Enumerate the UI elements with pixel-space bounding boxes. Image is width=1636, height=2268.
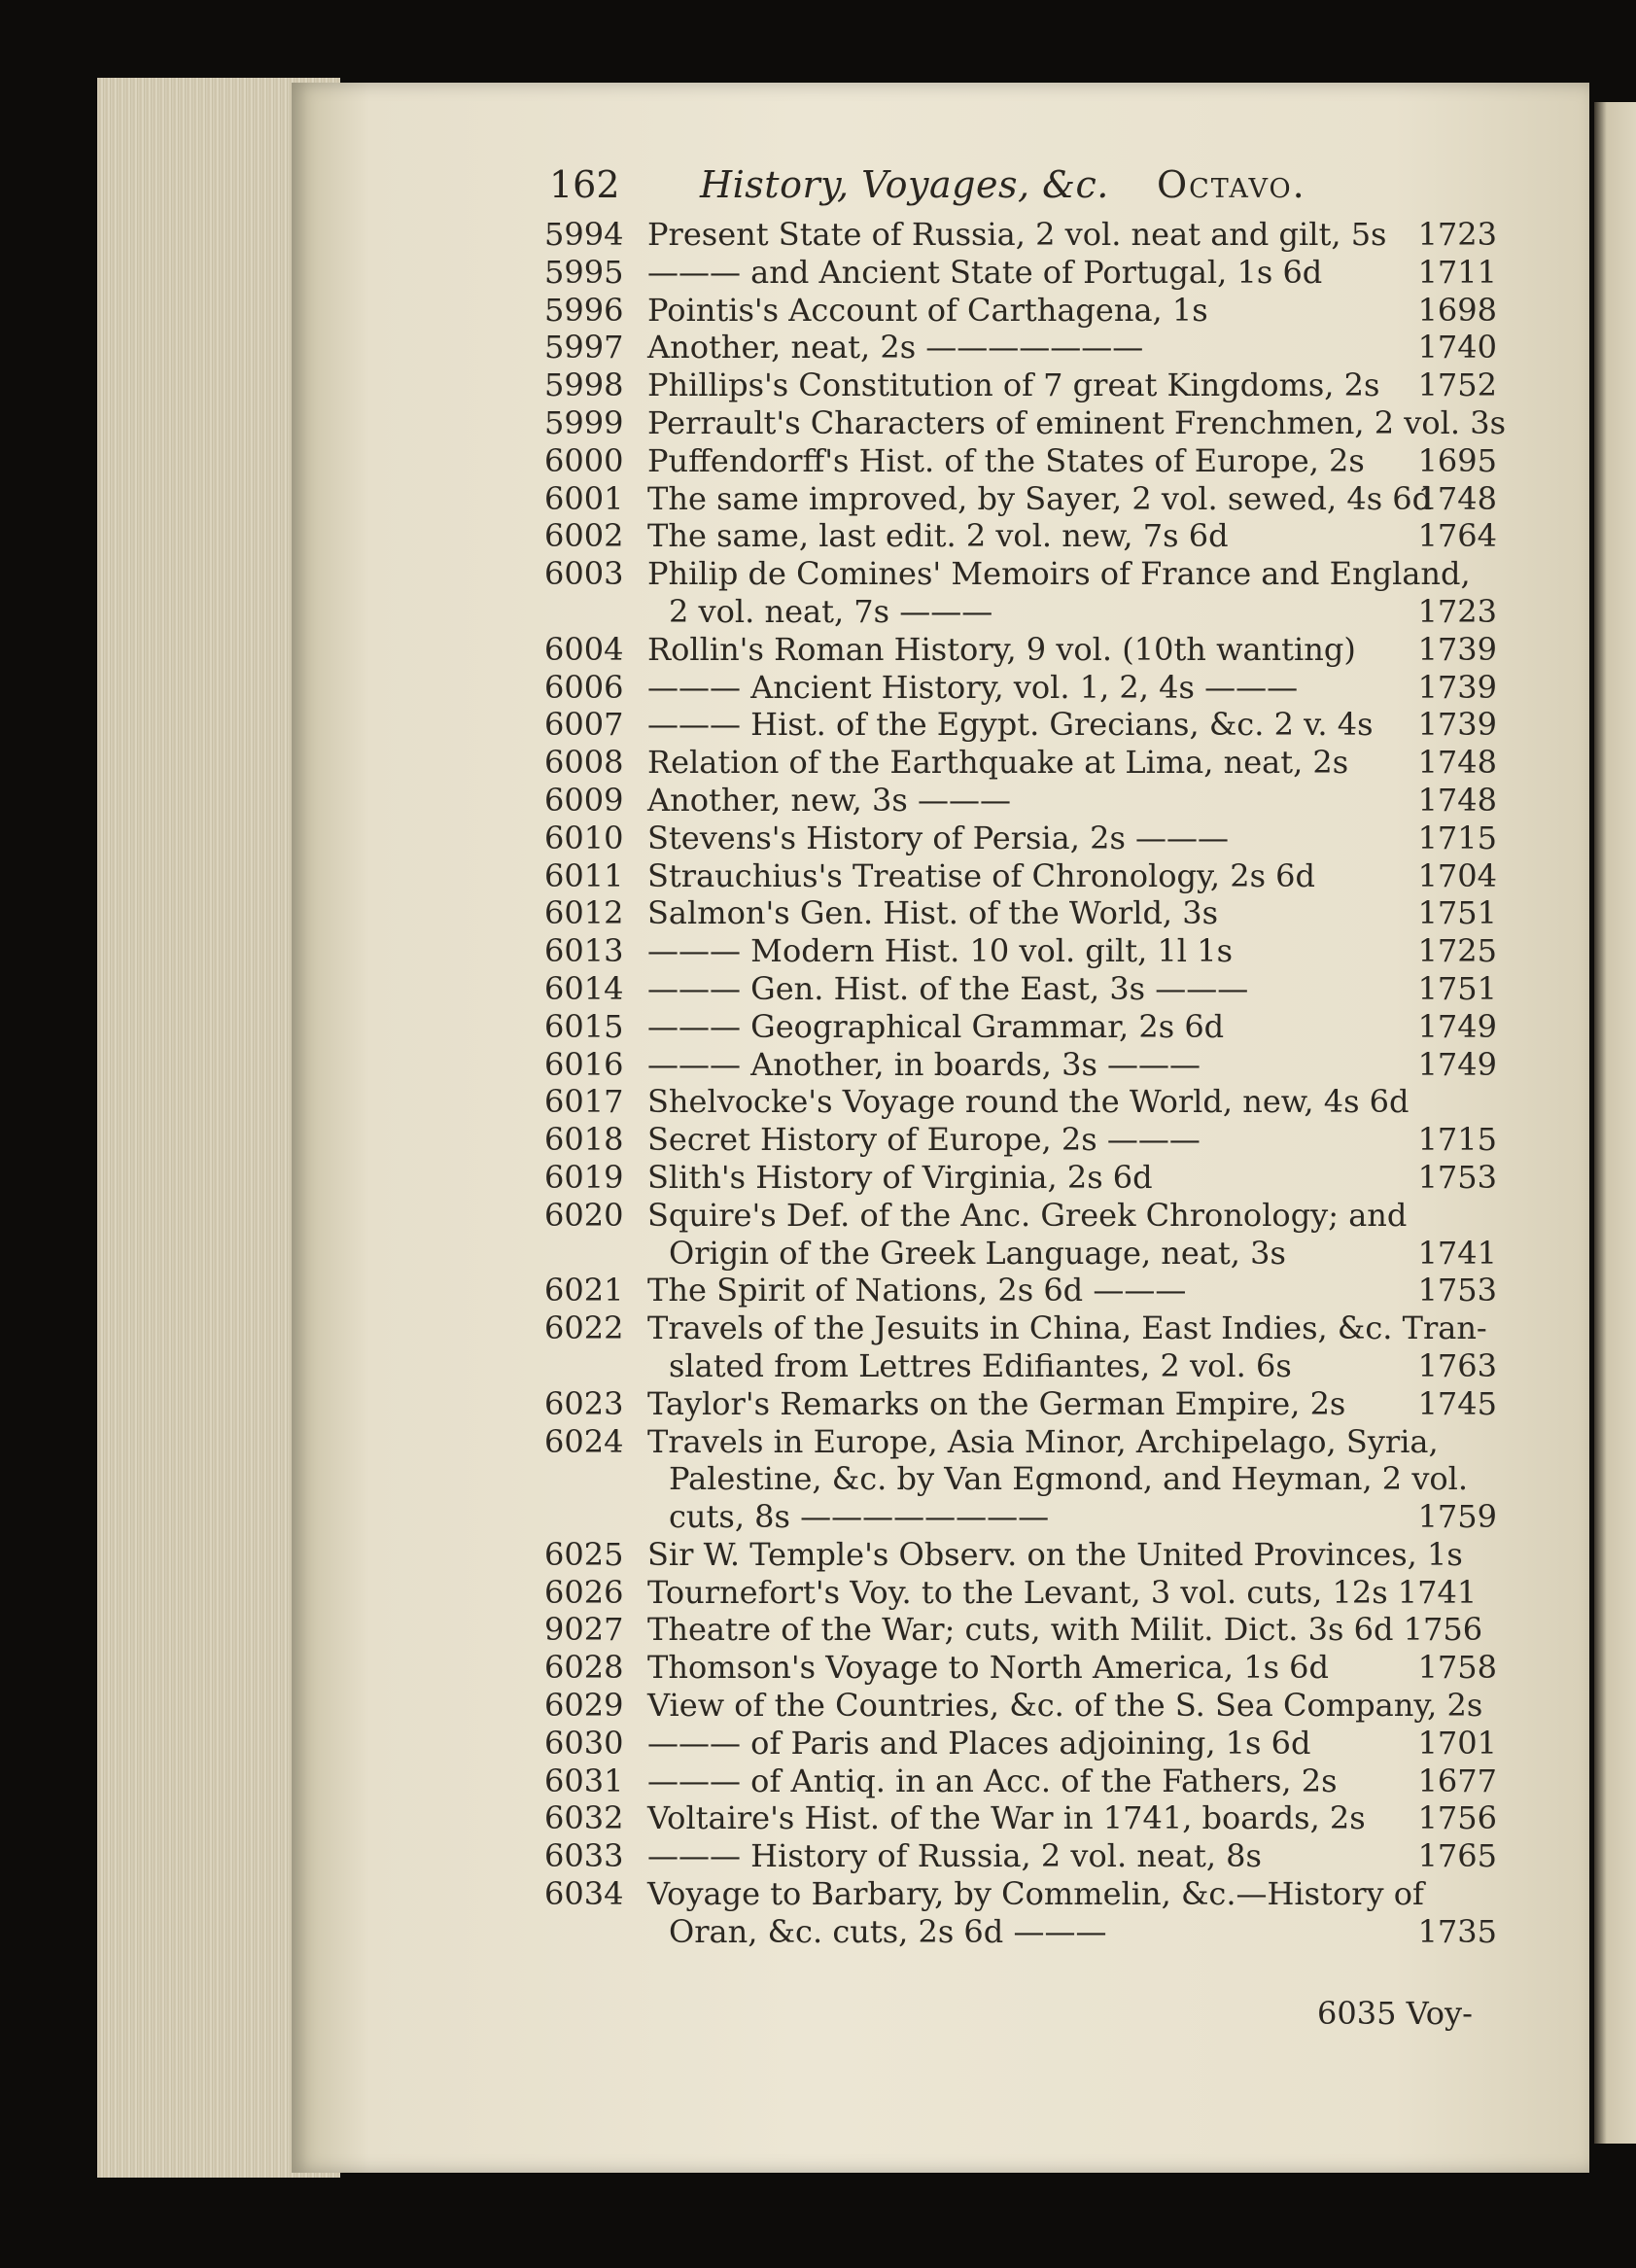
entry-number: 5994: [544, 216, 624, 253]
entry-year: 1695: [1417, 441, 1497, 479]
entry-year: 1677: [1417, 1762, 1497, 1799]
entry-text: Another, neat, 2s ———————: [647, 329, 1144, 366]
facing-page-edge: [1594, 102, 1636, 2144]
entry-text: ——— of Paris and Places adjoining, 1s 6d: [647, 1724, 1311, 1762]
entry-text: The same, last edit. 2 vol. new, 7s 6d: [647, 517, 1229, 555]
catalogue-entry: [544, 366, 1516, 404]
entry-text: Oran, &c. cuts, 2s 6d ———: [669, 1912, 1107, 1950]
entry-text: Travels of the Jesuits in China, East Indies, &c. Tran-: [647, 1309, 1487, 1347]
entry-year: 1752: [1417, 366, 1497, 404]
catalogue-entry: [544, 782, 1516, 820]
catalogue-entry: [544, 480, 1516, 518]
entry-number: 6010: [544, 819, 624, 856]
catalogue-entry: [544, 1799, 1516, 1837]
catalogue-entry: [544, 555, 1516, 593]
catalogue-entry: [544, 1687, 1516, 1725]
entry-text: Pointis's Account of Carthagena, 1s: [647, 291, 1208, 329]
entry-text: ——— Hist. of the Egypt. Grecians, &c. 2 v. 4s: [647, 706, 1374, 744]
catalogue-entry: [544, 593, 1516, 631]
catalogue-entry: [544, 1913, 1516, 1951]
catalogue-entry: [544, 1536, 1516, 1574]
entry-text: View of the Countries, &c. of the S. Sea Company, 2s: [647, 1687, 1483, 1725]
entry-text: cuts, 8s ————————: [669, 1498, 1050, 1536]
entry-year: 1749: [1417, 1007, 1497, 1045]
entry-year: 1749: [1417, 1045, 1497, 1083]
catalogue-entry: [544, 1197, 1516, 1235]
entry-year: 1756: [1417, 1799, 1497, 1837]
catalogue-entry: [544, 216, 1516, 254]
entry-number: 6014: [544, 969, 624, 1007]
entry-number: 6024: [544, 1422, 624, 1460]
entry-number: 6003: [544, 555, 624, 593]
entry-year: 1701: [1417, 1724, 1497, 1762]
entry-number: 6013: [544, 932, 624, 970]
catalogue-entry: [544, 1083, 1516, 1121]
entry-text: ——— Another, in boards, 3s ———: [647, 1045, 1201, 1083]
entry-number: 6002: [544, 517, 624, 555]
entry-number: 6025: [544, 1535, 624, 1573]
catalogue-entry: [544, 1235, 1516, 1273]
entry-number: 6032: [544, 1799, 624, 1837]
entry-text: The Spirit of Nations, 2s 6d ———: [647, 1272, 1187, 1309]
catalogue-entry: [544, 1649, 1516, 1687]
catalogue-entry: [544, 292, 1516, 330]
entry-number: 6030: [544, 1724, 624, 1762]
entry-year: 1765: [1417, 1837, 1497, 1875]
entry-text: Stevens's History of Persia, 2s ———: [647, 819, 1230, 856]
entry-number: 6034: [544, 1875, 624, 1913]
entry-text: Palestine, &c. by Van Egmond, and Heyman, 2 vol.: [669, 1460, 1469, 1498]
entry-number: 6031: [544, 1762, 624, 1799]
entry-number: 6011: [544, 856, 624, 894]
catalogue-entry: [544, 1272, 1516, 1309]
entry-number: 6004: [544, 630, 624, 668]
entry-year: 1745: [1417, 1384, 1497, 1422]
entry-text: ——— Gen. Hist. of the East, 3s ———: [647, 969, 1249, 1007]
entry-text: 2 vol. neat, 7s ———: [669, 592, 993, 630]
catalogue-entry: [544, 631, 1516, 669]
catalogue-entry: [544, 1121, 1516, 1159]
entry-number: 6000: [544, 441, 624, 479]
entry-year: 1739: [1417, 706, 1497, 744]
catalogue-entry: [544, 1837, 1516, 1875]
entry-year: 1715: [1417, 819, 1497, 856]
entry-number: 6015: [544, 1007, 624, 1045]
entry-text: Secret History of Europe, 2s ———: [647, 1121, 1201, 1159]
entry-number: 6021: [544, 1272, 624, 1309]
entry-year: 1735: [1417, 1912, 1497, 1950]
entry-text: Strauchius's Treatise of Chronology, 2s 6d: [647, 856, 1315, 894]
catalogue-entry: [544, 1762, 1516, 1800]
entry-number: 6022: [544, 1309, 624, 1347]
entry-number: 5998: [544, 366, 624, 404]
entry-text: Sir W. Temple's Observ. on the United Provinces, 1s: [647, 1535, 1463, 1573]
entry-year: 1739: [1417, 668, 1497, 706]
entry-number: 6006: [544, 668, 624, 706]
entry-text: Philip de Comines' Memoirs of France and England,: [647, 555, 1471, 593]
entry-number: 6009: [544, 781, 624, 819]
catalogue-entry: [544, 517, 1516, 555]
page-header: [549, 163, 1521, 222]
entry-number: 6020: [544, 1196, 624, 1234]
entry-text: ——— of Antiq. in an Acc. of the Fathers, 2s: [647, 1762, 1338, 1799]
entry-text: The same improved, by Sayer, 2 vol. sewed, 4s 6d: [647, 479, 1433, 517]
entry-year: 1764: [1417, 517, 1497, 555]
entry-number: 6012: [544, 894, 624, 932]
entry-text: Tournefort's Voy. to the Levant, 3 vol. cuts, 12s 1741: [647, 1573, 1478, 1611]
catalogue-entry: [544, 669, 1516, 707]
catalogue-entry: [544, 1008, 1516, 1046]
entry-number: 6016: [544, 1045, 624, 1083]
entry-number: 6033: [544, 1837, 624, 1875]
entry-text: Present State of Russia, 2 vol. neat and gilt, 5s: [647, 216, 1387, 253]
catalogue-entry: [544, 1309, 1516, 1347]
catalogue-entry: [544, 1159, 1516, 1197]
catalogue-entry: [544, 1046, 1516, 1084]
entry-text: Perrault's Characters of eminent Frenchmen, 2 vol. 3s: [647, 403, 1506, 441]
entry-number: 6028: [544, 1649, 624, 1687]
catalogue-entry: [544, 1385, 1516, 1423]
entry-year: 1753: [1417, 1272, 1497, 1309]
entry-year: 1758: [1417, 1649, 1497, 1687]
entry-text: Relation of the Earthquake at Lima, neat, 2s: [647, 744, 1349, 782]
entry-year: 1715: [1417, 1121, 1497, 1159]
catalogue-entries: [544, 216, 1516, 1951]
format-label: Octavo.: [1157, 163, 1306, 206]
entry-text: Another, new, 3s ———: [647, 781, 1011, 819]
catalogue-entry: [544, 1460, 1516, 1498]
entry-text: ——— Modern Hist. 10 vol. gilt, 1l 1s: [647, 932, 1233, 970]
entry-text: ——— Geographical Grammar, 2s 6d: [647, 1007, 1225, 1045]
entry-number: 5997: [544, 329, 624, 366]
entry-year: 1753: [1417, 1158, 1497, 1196]
entry-year: 1751: [1417, 969, 1497, 1007]
catalogue-entry: [544, 1611, 1516, 1649]
entry-number: 6001: [544, 479, 624, 517]
entry-number: 6019: [544, 1158, 624, 1196]
entry-year: 1723: [1417, 216, 1497, 253]
entry-text: Voltaire's Hist. of the War in 1741, boards, 2s: [647, 1799, 1366, 1837]
entry-number: 9027: [544, 1611, 624, 1649]
entry-number: 6018: [544, 1121, 624, 1159]
entry-number: 6008: [544, 744, 624, 782]
catalogue-entry: [544, 329, 1516, 366]
entry-year: 1748: [1417, 781, 1497, 819]
entry-text: Rollin's Roman History, 9 vol. (10th wanting): [647, 630, 1356, 668]
entry-year: 1763: [1417, 1346, 1497, 1384]
running-title: History, Voyages, &c.: [700, 163, 1109, 206]
catalogue-entry: [544, 857, 1516, 895]
entry-year: 1725: [1417, 932, 1497, 970]
entry-year: 1711: [1417, 253, 1497, 291]
catalogue-entry: [544, 442, 1516, 480]
entry-text: ——— History of Russia, 2 vol. neat, 8s: [647, 1837, 1262, 1875]
catalogue-entry: [544, 894, 1516, 932]
catalogue-entry: [544, 1725, 1516, 1762]
entry-text: ——— and Ancient State of Portugal, 1s 6d: [647, 253, 1323, 291]
entry-year: 1748: [1417, 744, 1497, 782]
catalogue-entry: [544, 254, 1516, 292]
entry-number: 6026: [544, 1573, 624, 1611]
entry-year: 1740: [1417, 329, 1497, 366]
entry-text: ——— Ancient History, vol. 1, 2, 4s ———: [647, 668, 1299, 706]
entry-text: Travels in Europe, Asia Minor, Archipelago, Syria,: [647, 1422, 1439, 1460]
catalogue-entry: [544, 1875, 1516, 1913]
entry-text: Slith's History of Virginia, 2s 6d: [647, 1158, 1153, 1196]
entry-year: 1704: [1417, 856, 1497, 894]
entry-text: Salmon's Gen. Hist. of the World, 3s: [647, 894, 1219, 932]
entry-year: 1698: [1417, 291, 1497, 329]
entry-number: 5999: [544, 403, 624, 441]
catalogue-entry: [544, 706, 1516, 744]
catalogue-entry: [544, 1574, 1516, 1612]
entry-text: Squire's Def. of the Anc. Greek Chronology; and: [647, 1196, 1408, 1234]
entry-number: 6023: [544, 1384, 624, 1422]
entry-text: Origin of the Greek Language, neat, 3s: [669, 1234, 1286, 1272]
catalogue-entry: [544, 1347, 1516, 1385]
catalogue-entry: [544, 1498, 1516, 1536]
entry-text: slated from Lettres Edifiantes, 2 vol. 6s: [669, 1346, 1292, 1384]
entry-text: Theatre of the War; cuts, with Milit. Dict. 3s 6d 1756: [647, 1611, 1483, 1649]
entry-year: 1723: [1417, 592, 1497, 630]
entry-number: 6029: [544, 1687, 624, 1725]
catchword: 6035 Voy-: [1317, 1995, 1473, 2032]
catalogue-entry: [544, 744, 1516, 782]
entry-year: 1759: [1417, 1498, 1497, 1536]
entry-text: Thomson's Voyage to North America, 1s 6d: [647, 1649, 1329, 1687]
entry-text: Shelvocke's Voyage round the World, new, 4s 6d: [647, 1083, 1410, 1121]
entry-text: Voyage to Barbary, by Commelin, &c.—History of: [647, 1875, 1424, 1913]
entry-year: 1739: [1417, 630, 1497, 668]
entry-text: Taylor's Remarks on the German Empire, 2s: [647, 1384, 1346, 1422]
entry-year: 1741: [1417, 1234, 1497, 1272]
entry-number: 6007: [544, 706, 624, 744]
entry-year: 1751: [1417, 894, 1497, 932]
entry-text: Phillips's Constitution of 7 great Kingdoms, 2s: [647, 366, 1380, 404]
entry-number: 5996: [544, 291, 624, 329]
page-number: 162: [549, 163, 620, 206]
catalogue-entry: [544, 970, 1516, 1008]
entry-number: 5995: [544, 253, 624, 291]
catalogue-entry: [544, 932, 1516, 970]
catalogue-entry: [544, 404, 1516, 442]
entry-text: Puffendorff's Hist. of the States of Europe, 2s: [647, 441, 1365, 479]
catalogue-entry: [544, 1423, 1516, 1461]
catalogue-entry: [544, 820, 1516, 857]
entry-year: 1748: [1417, 479, 1497, 517]
entry-number: 6017: [544, 1083, 624, 1121]
